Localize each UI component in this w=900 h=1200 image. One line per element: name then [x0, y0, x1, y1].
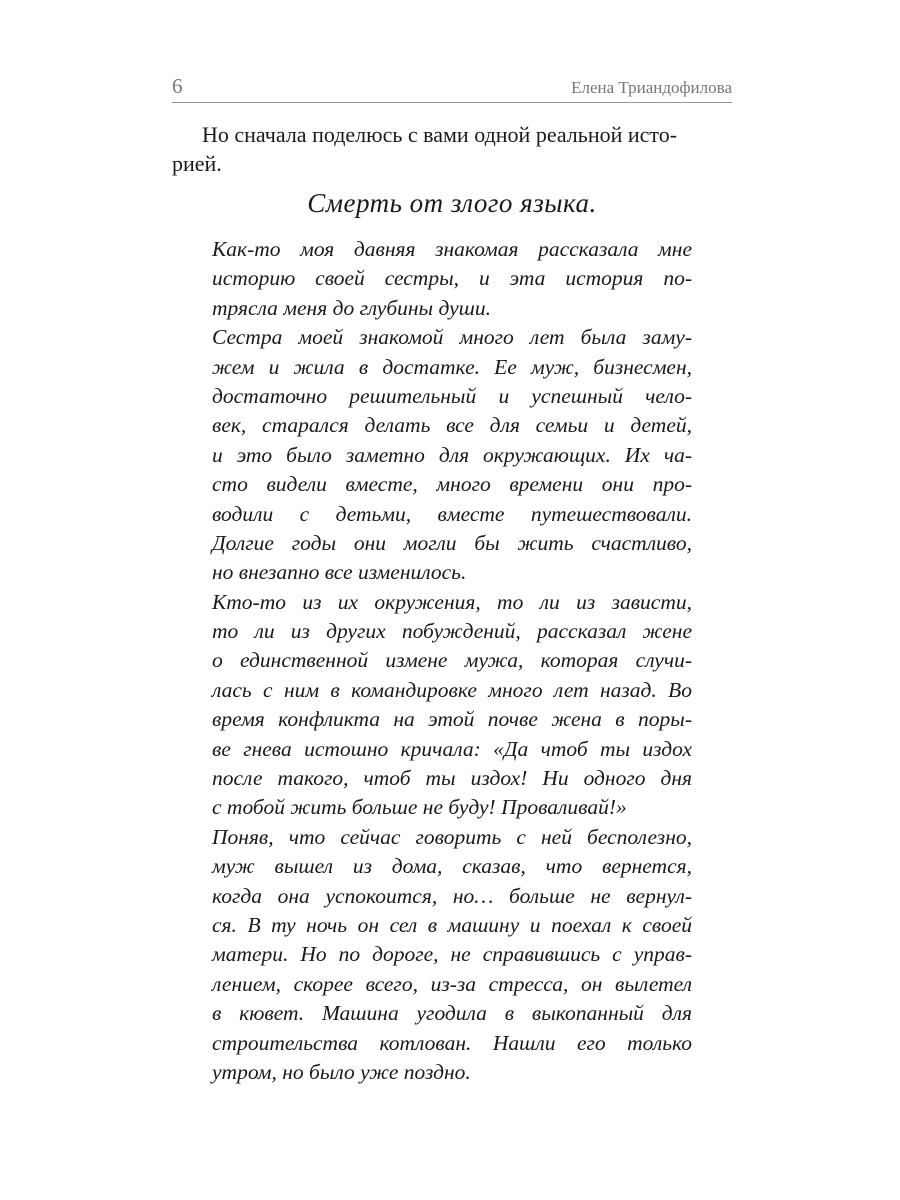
story-line: сто видели вместе, много времени они про- — [212, 472, 692, 497]
story-line: ве гнева истошно кричала: «Да чтоб ты издох — [212, 736, 692, 761]
story-line: в кювет. Машина угодила в выкопанный для — [212, 1001, 692, 1026]
story-line: Кто-то из их окружения, то ли из зависти, — [212, 589, 692, 614]
story-line: но внезапно все изменилось. — [212, 560, 467, 585]
story-line: лением, скорее всего, из-за стресса, он вылетел — [212, 971, 692, 996]
story-text — [212, 235, 692, 1087]
story-line: муж вышел из дома, сказав, что вернется, — [212, 854, 692, 879]
story-line: о единственной измене мужа, которая случи- — [212, 648, 692, 673]
story-line: матери. Но по дороге, не справившись с управ- — [212, 942, 692, 967]
story-line: трясла меня до глубины души. — [212, 295, 491, 320]
story-line: историю своей сестры, и эта история по- — [212, 266, 692, 291]
story-line: то ли из других побуждений, рассказал жене — [212, 619, 692, 644]
story-title: Смерть от злого языка. — [307, 188, 597, 218]
story-line: время конфликта на этой почве жена в поры- — [212, 707, 692, 732]
story-line: век, старался делать все для семьи и детей, — [212, 413, 692, 438]
story-line: Как-то моя давняя знакомая рассказала мне — [212, 237, 692, 261]
page-header — [172, 72, 732, 103]
story-line: жем и жила в достатке. Ее муж, бизнесмен, — [212, 354, 692, 379]
intro-line: рией. — [172, 151, 222, 176]
story-line: достаточно решительный и успешный чело- — [212, 383, 692, 408]
story-line: водили с детьми, вместе путешествовали. — [212, 501, 692, 526]
story-line: с тобой жить больше не буду! Проваливай!» — [212, 795, 627, 820]
story-line: Сестра моей знакомой много лет была заму- — [212, 325, 692, 350]
story-line: Поняв, что сейчас говорить с ней бесполезно, — [212, 824, 692, 849]
intro-paragraph — [172, 120, 732, 178]
story-line: строительства котлован. Нашли его только — [212, 1030, 692, 1055]
story-line: ся. В ту ночь он сел в машину и поехал к своей — [212, 912, 692, 937]
page-number: 6 — [172, 74, 183, 98]
story-line: лась с ним в командировке много лет назад. Во — [212, 677, 692, 702]
story-line: утром, но было уже поздно. — [212, 1059, 471, 1084]
intro-line: Но сначала поделюсь с вами одной реальной исто- — [202, 122, 678, 147]
running-head-author: Елена Триандофилова — [571, 78, 732, 97]
story-line: Долгие годы они могли бы жить счастливо, — [212, 530, 692, 555]
story-line: после такого, чтоб ты издох! Ни одного дня — [212, 766, 692, 791]
story-line: когда она успокоится, но… больше не вернул- — [212, 883, 692, 908]
story-line: и это было заметно для окружающих. Их ча- — [212, 442, 692, 467]
